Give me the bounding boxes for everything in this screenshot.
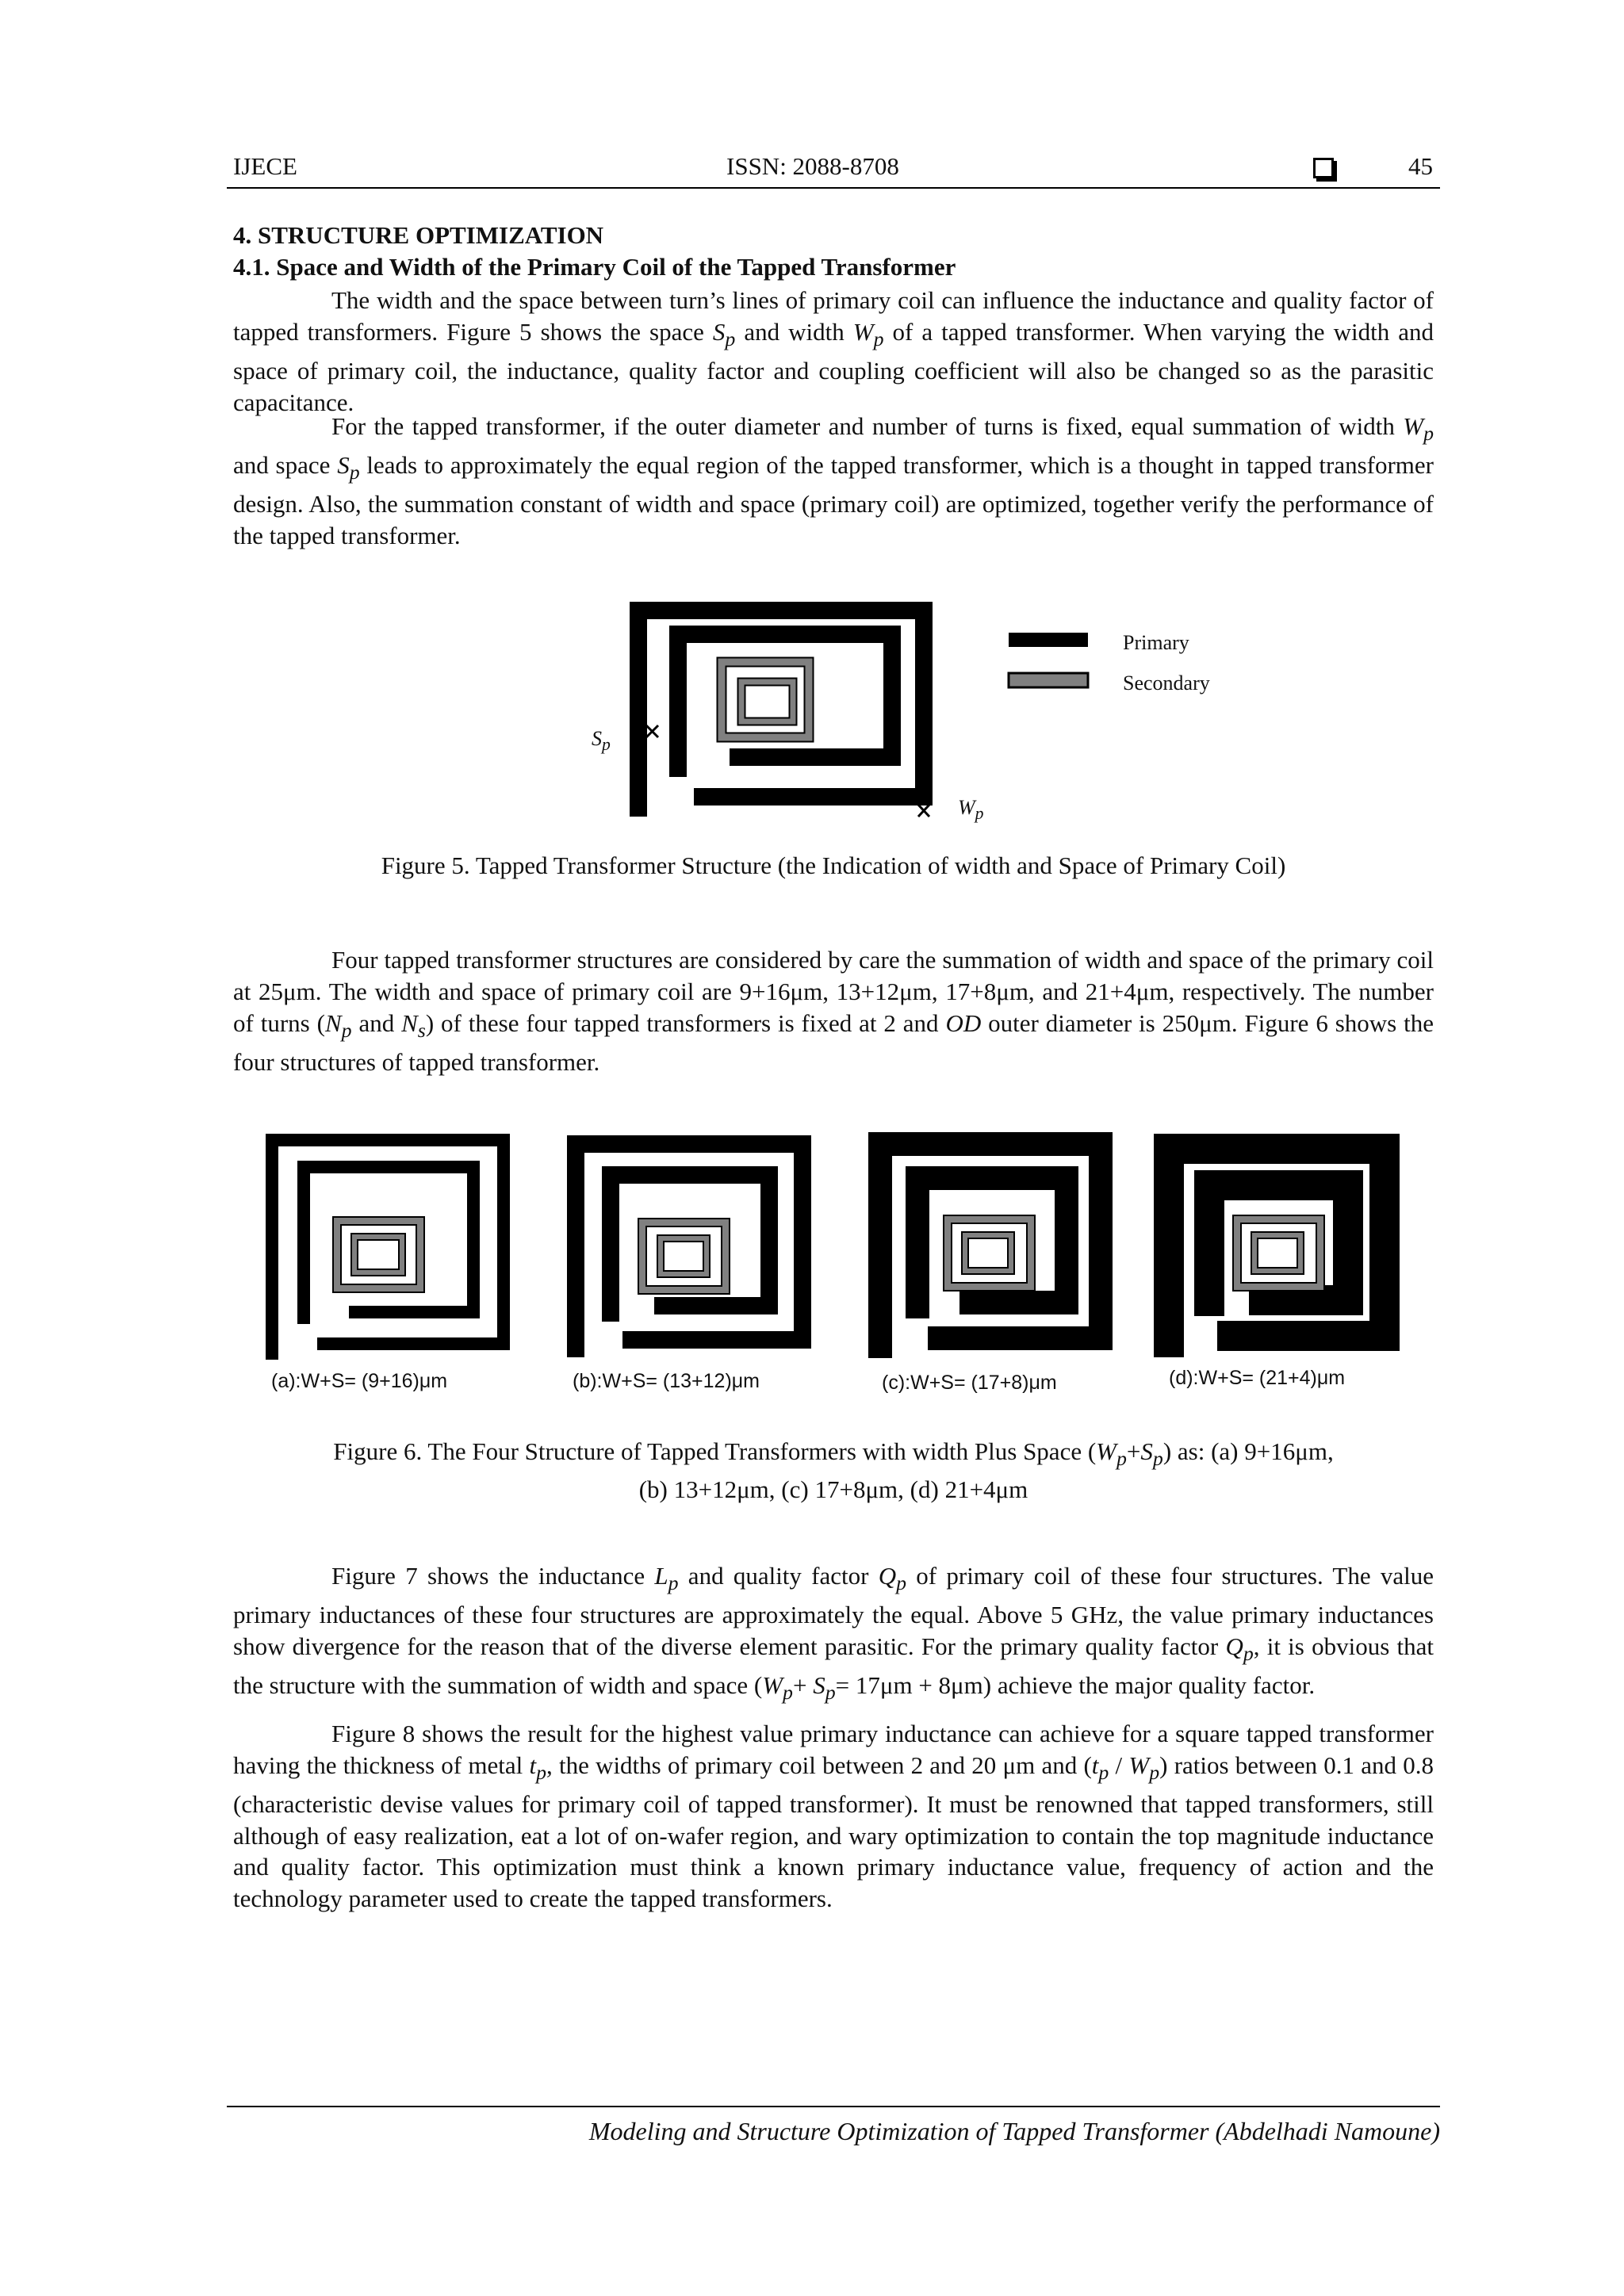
subsection-title: 4.1. Space and Width of the Primary Coil of the Tapped Transformer: [233, 253, 956, 281]
figure-5-caption: Figure 5. Tapped Transformer Structure (the Indication of width and Space of Primary Coil): [381, 851, 1286, 879]
figure-6-coil-c: [868, 1132, 1114, 1362]
sp-label: $S_p$: [592, 727, 611, 755]
figure-6-coil-d: [1154, 1134, 1400, 1360]
figure-6-label-a: (a):W+S= (9+16)μm: [271, 1370, 448, 1392]
footer-rule: [227, 2106, 1440, 2107]
figure-6-coil-b: [567, 1135, 813, 1361]
legend-primary: Primary: [1123, 631, 1189, 654]
journal-name: IJECE: [233, 152, 297, 180]
legend-secondary: Secondary: [1123, 672, 1210, 695]
figure-6-caption: Figure 6. The Four Structure of Tapped Transformers with width Plus Space $(W_p+S_p)$ as: (a) 9+16μm, (b) 13+12μm, (c) 17+8μm, (d) 21+4μm: [333, 1437, 1334, 1504]
wp-label: $W_p$: [958, 796, 984, 824]
figure-6-label-d: (d):W+S= (21+4)μm: [1169, 1367, 1346, 1389]
issn: ISSN: 2088-8708: [726, 152, 899, 180]
paragraph-1: The width and the space between turn’s lines of primary coil can influence the inductance and quality factor of tapped transformers. Figure 5 shows the space $S_p$ and width $W_p$ of a tapped transformer. When varying the width and space of primary coil, the inductance, quality factor and coupling coefficient will also be changed so as the parasitic capacitance.: [233, 286, 1434, 416]
paragraph-5: Figure 8 shows the result for the highest value primary inductance can achieve for a square tapped transformer having the thickness of metal $t_p$, the widths of primary coil between 2 and 20 μm and $(t_p / W_p)$ ratios between 0.1 and 0.8 (characteristic devise values for primary coil of tapped transformer). It must be renowned that tapped transformers, still although of easy realization, eat a lot of on-wafer region, and wary optimization to contain the top magnitude inductance and quality factor. This optimization must think a known primary inductance value, frequency of action and the technology parameter used to create the tapped transformers.: [233, 1720, 1434, 1913]
figure-6-coil-a: [266, 1134, 511, 1364]
figure-6-label-c: (c):W+S= (17+8)μm: [882, 1372, 1057, 1394]
figure-5-diagram: [619, 595, 1253, 832]
section-title: 4. STRUCTURE OPTIMIZATION: [233, 221, 604, 249]
paragraph-2: For the tapped transformer, if the outer diameter and number of turns is fixed, equal summation of width $W_p$ and space $S_p$ leads to approximately the equal region of the tapped transformer, which is a thought in tapped transformer design. Also, the summation constant of width and space (primary coil) are optimized, together verify the performance of the tapped transformer.: [233, 412, 1434, 549]
running-footer: Modeling and Structure Optimization of Tapped Transformer (Abdelhadi Namoune): [588, 2117, 1440, 2145]
checkbox-square-icon: [1313, 158, 1334, 178]
header-rule: [227, 187, 1440, 189]
paragraph-3: Four tapped transformer structures are considered by care the summation of width and space of the primary coil at 25μm. The width and space of primary coil are 9+16μm, 13+12μm, 17+8μm, and 21+4μm, respectively. The number of turns ($N_p$ and $N_s$) of these four tapped transformers is fixed at 2 and OD outer diameter is 250μm. Figure 6 shows the four structures of tapped transformer.: [233, 946, 1434, 1076]
page-number: 45: [1408, 152, 1433, 180]
paragraph-4: Figure 7 shows the inductance $L_p$ and quality factor $Q_p$ of primary coil of these four structures. The value primary inductances of these four structures are approximately the equal. Above 5 GHz, the value primary inductances show divergence for the reason that of the diverse element parasitic. For the primary quality factor $Q_p$, it is obvious that the structure with the summation of width and space $(W_p+ S_p= 17\mu m + 8\mu m)$ achieve the major quality factor.: [233, 1562, 1434, 1704]
figure-6-label-b: (b):W+S= (13+12)μm: [573, 1370, 760, 1392]
